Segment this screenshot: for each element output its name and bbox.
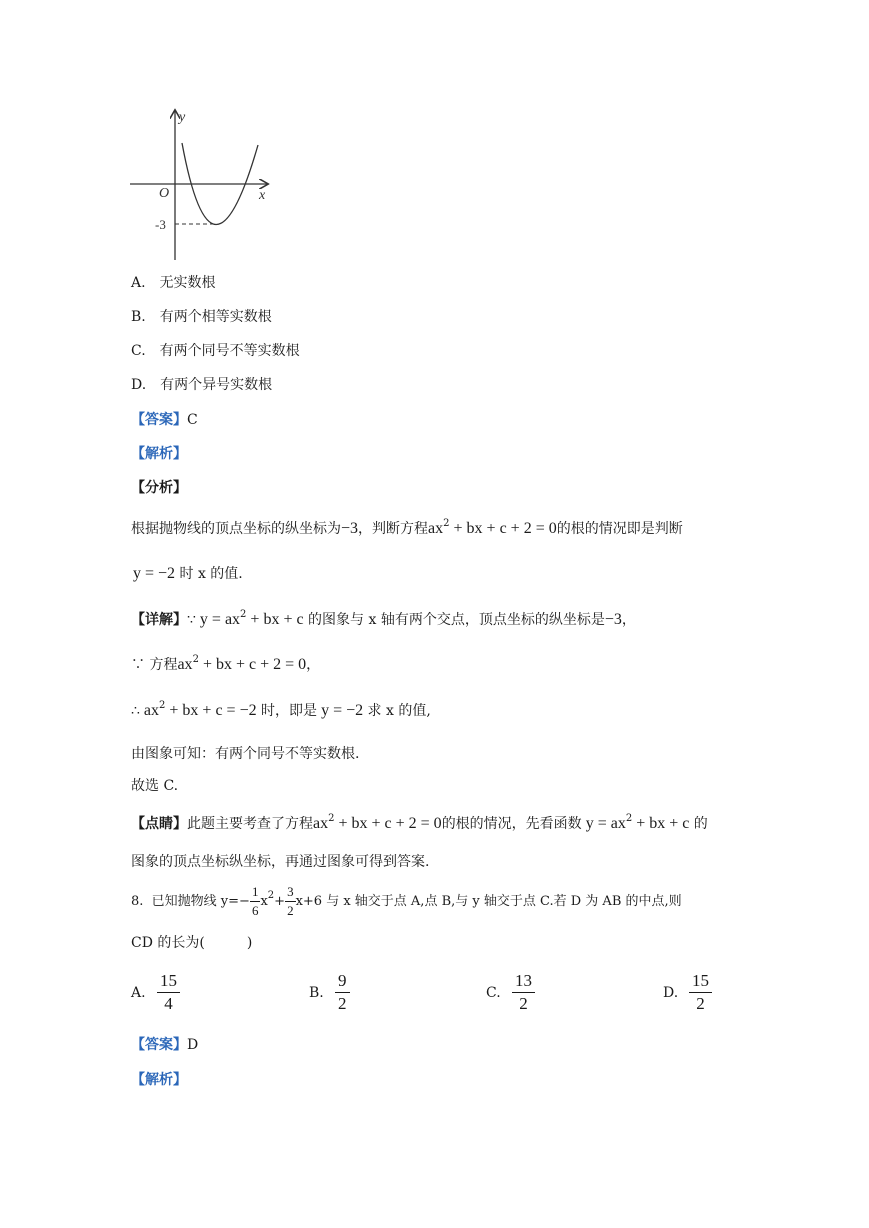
fraction-numerator: 13 — [512, 970, 535, 993]
y-axis-label: y — [179, 110, 186, 125]
option-fraction — [157, 970, 180, 1015]
detail-line-4: 由图象可知：有两个同号不等实数根. — [131, 746, 360, 762]
fenxi-line-2 — [133, 563, 243, 583]
fenxi-text-2: ，判断方程 — [358, 521, 429, 537]
superscript: 2 — [240, 609, 247, 620]
dianjing-tag: 【点睛】 — [131, 816, 187, 832]
q8-fraction-1 — [250, 883, 261, 920]
superscript: 2 — [328, 813, 335, 824]
answer-tag: 【答案】 — [131, 412, 187, 428]
q8-option-d — [663, 970, 712, 1015]
detail-l3-math-1: ax — [139, 702, 160, 719]
option-fraction — [335, 970, 350, 1015]
q8-number: 8. — [131, 894, 144, 909]
option-label: C. — [486, 984, 501, 1001]
fenxi-line-1 — [131, 518, 683, 538]
detail-math-c: −3 — [604, 611, 622, 628]
origin-label: O — [159, 186, 170, 201]
detail-line-5: 故选 C. — [131, 778, 179, 794]
detail-l3-text-1: 时，即是 — [256, 703, 318, 719]
answer-value: C — [187, 412, 198, 428]
superscript: 2 — [443, 518, 450, 529]
q8-text-c: + — [274, 894, 286, 909]
detail-l3-math-3: y = −2 — [317, 702, 364, 719]
q8-stem-line-2: CD 的长为( ) — [131, 935, 253, 951]
fenxi-text-3: 的根的情况即是判断 — [556, 521, 683, 537]
fenxi-text-4: 时 x 的值. — [175, 566, 243, 582]
fraction-denominator: 4 — [164, 994, 173, 1013]
detail-math-a: y = ax — [195, 611, 241, 628]
fraction-numerator: 15 — [157, 970, 180, 993]
q8-fraction-2 — [285, 883, 296, 920]
q8-text-b: x — [260, 894, 268, 909]
q8-stem-line-1 — [131, 880, 682, 924]
detail-l2-math-1: ax — [177, 656, 193, 673]
q8-option-a — [131, 970, 180, 1015]
detail-l2-math-2: + bx + c + 2 = 0 — [198, 656, 307, 673]
option-label: B. — [309, 984, 324, 1001]
fraction-denominator: 6 — [251, 903, 259, 918]
fraction-numerator: 15 — [689, 970, 712, 993]
fenxi-math-1: −3 — [341, 520, 359, 537]
min-value-label: -3 — [155, 217, 166, 232]
detail-l2-text: ∵ 方程 — [131, 657, 178, 673]
q8-analysis-tag: 【解析】 — [131, 1072, 187, 1088]
option-fraction — [689, 970, 712, 1015]
fraction-denominator: 2 — [696, 994, 705, 1013]
detail-tag: 【详解】 — [131, 612, 187, 628]
fraction-numerator: 1 — [250, 883, 261, 902]
q7-answer — [131, 409, 198, 429]
superscript: 2 — [192, 654, 199, 665]
parabola-graph — [125, 105, 275, 265]
dianjing-line-1 — [131, 813, 708, 833]
fraction-numerator: 9 — [335, 970, 350, 993]
dianjing-text-3: 的 — [689, 816, 708, 832]
option-label: D. — [663, 984, 679, 1001]
q8-text-a: 已知抛物线 y=− — [151, 894, 250, 909]
dianjing-text-2: 的根的情况，先看函数 — [441, 816, 582, 832]
fenxi-tag: 【分析】 — [131, 480, 187, 496]
detail-l2-tail: ， — [306, 657, 321, 673]
answer-value: D — [187, 1037, 199, 1053]
dianjing-math-1: ax — [313, 815, 329, 832]
fraction-denominator: 2 — [519, 994, 528, 1013]
dianjing-math-4: + bx + c — [632, 815, 690, 832]
q7-option-c: C. 有两个同号不等实数根 — [131, 343, 300, 359]
detail-line-3 — [131, 700, 431, 720]
detail-math-b: + bx + c — [246, 611, 304, 628]
q8-option-b — [309, 970, 350, 1015]
fraction-numerator: 3 — [285, 883, 296, 902]
fenxi-eq-b: + bx + c + 2 = 0 — [449, 520, 557, 537]
q7-option-b: B. 有两个相等实数根 — [131, 309, 272, 325]
detail-l3-text-2: 求 x 的值, — [363, 703, 431, 719]
because-symbol: ∵ — [187, 612, 196, 628]
fenxi-text-1: 根据抛物线的顶点坐标的纵坐标为 — [131, 521, 341, 537]
x-axis-label: x — [259, 188, 266, 203]
option-fraction — [512, 970, 535, 1015]
dianjing-line-2: 图象的顶点坐标纵坐标，再通过图象可得到答案. — [131, 854, 430, 870]
q7-option-d: D. 有两个异号实数根 — [131, 377, 273, 393]
detail-text-2: ， — [621, 612, 636, 628]
dianjing-math-2: + bx + c + 2 = 0 — [334, 815, 442, 832]
superscript: 2 — [159, 700, 166, 711]
q7-option-a: A. 无实数根 — [131, 275, 216, 291]
detail-line-2 — [131, 654, 320, 674]
answer-tag: 【答案】 — [131, 1037, 187, 1053]
q8-answer — [131, 1034, 198, 1054]
q8-option-c — [486, 970, 535, 1015]
therefore-symbol: ∴ — [131, 703, 140, 719]
fraction-denominator: 2 — [338, 994, 347, 1013]
superscript: 2 — [267, 890, 275, 901]
detail-l3-math-2: + bx + c = −2 — [165, 702, 257, 719]
q8-text-d: x+6 与 x 轴交于点 A,点 B,与 y 轴交于点 C.若 D 为 AB 的中点,则 — [295, 894, 682, 909]
detail-text-1: 的图象与 x 轴有两个交点，顶点坐标的纵坐标是 — [303, 612, 605, 628]
fraction-denominator: 2 — [287, 903, 294, 918]
option-label: A. — [131, 984, 146, 1001]
dianjing-text-1: 此题主要考查了方程 — [187, 816, 313, 832]
q7-analysis-tag: 【解析】 — [131, 446, 187, 462]
dianjing-math-3: y = ax — [581, 815, 626, 832]
fenxi-math-2: y = −2 — [133, 565, 176, 582]
detail-line-1 — [131, 609, 636, 629]
fenxi-eq-a: ax — [428, 520, 444, 537]
superscript: 2 — [625, 813, 633, 824]
